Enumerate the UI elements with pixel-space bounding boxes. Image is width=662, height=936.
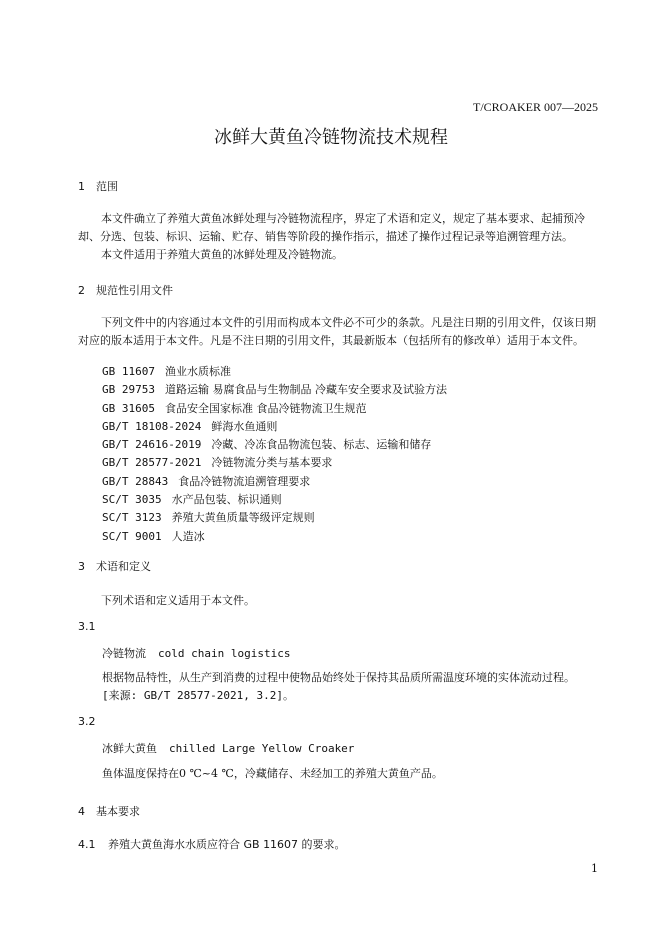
term-3-1 xyxy=(102,645,290,661)
reference-item xyxy=(102,381,447,399)
section-title: 术语和定义 xyxy=(96,560,151,573)
reference-item xyxy=(102,509,447,527)
clause-number: 4.1 xyxy=(78,838,96,851)
term-zh: 冰鲜大黄鱼 xyxy=(102,742,157,755)
term-3-1-number: 3.1 xyxy=(78,620,96,633)
term-en: cold chain logistics xyxy=(158,647,291,660)
reference-code: SC/T 3035 xyxy=(102,493,162,507)
section-2-paragraph-1: 下列文件中的内容通过本文件的引用而构成本文件必不可少的条款。凡是注日期的引用文件，仅该日期对应的版本适用于本文件。凡是不注日期的引用文件，其最新版本（包括所有的修改单）适用于本文件。 xyxy=(78,316,596,347)
reference-title: 道路运输 易腐食品与生物制品 冷藏车安全要求及试验方法 xyxy=(164,383,447,397)
reference-item xyxy=(102,363,447,381)
section-4-heading xyxy=(78,803,140,819)
definition-text: 根据物品特性，从生产到消费的过程中使物品始终处于保持其品质所需温度环境的实体流动过程。 xyxy=(102,671,575,684)
section-title: 规范性引用文件 xyxy=(96,284,173,297)
section-title: 基本要求 xyxy=(96,805,140,818)
term-3-2-definition: 鱼体温度保持在0 ℃~4 ℃，冷藏储存、未经加工的养殖大黄鱼产品。 xyxy=(102,767,443,780)
reference-title: 食品冷链物流追溯管理要求 xyxy=(178,474,311,488)
page-title: 冰鲜大黄鱼冷链物流技术规程 xyxy=(214,127,448,148)
reference-item xyxy=(102,528,447,546)
term-3-1-definition xyxy=(102,669,600,705)
reference-item xyxy=(102,436,447,454)
section-1-paragraph-2: 本文件适用于养殖大黄鱼的冰鲜处理及冷链物流。 xyxy=(101,248,343,261)
reference-code: GB 11607 xyxy=(102,365,155,378)
reference-code: SC/T 9001 xyxy=(102,529,162,543)
reference-title: 渔业水质标准 xyxy=(164,365,231,378)
reference-title: 冷藏、冷冻食品物流包装、标志、运输和储存 xyxy=(211,438,432,452)
reference-list xyxy=(102,363,447,546)
term-zh: 冷链物流 xyxy=(102,647,146,660)
reference-title: 鲜海水鱼通则 xyxy=(211,419,278,433)
page-number: 1 xyxy=(591,862,598,875)
term-en: chilled Large Yellow Croaker xyxy=(169,742,355,755)
reference-code: GB/T 28843 xyxy=(102,474,169,488)
reference-item xyxy=(102,400,447,418)
section-3-heading xyxy=(78,558,151,574)
reference-code: SC/T 3123 xyxy=(102,511,162,525)
reference-item xyxy=(102,491,447,509)
reference-title: 人造冰 xyxy=(171,529,205,543)
section-3-intro: 下列术语和定义适用于本文件。 xyxy=(101,594,255,607)
reference-item xyxy=(102,473,447,491)
clause-text: 养殖大黄鱼海水水质应符合 GB 11607 的要求。 xyxy=(108,838,346,851)
reference-code: GB 29753 xyxy=(102,383,155,397)
reference-code: GB/T 24616-2019 xyxy=(102,438,202,452)
document-code: T/CROAKER 007—2025 xyxy=(472,100,598,114)
reference-title: 水产品包装、标识通则 xyxy=(171,493,282,507)
section-1-heading xyxy=(78,178,118,194)
reference-code: GB/T 18108-2024 xyxy=(102,419,202,433)
section-number: 3 xyxy=(78,560,85,573)
reference-item xyxy=(102,454,447,472)
section-number: 4 xyxy=(78,805,85,818)
term-3-2 xyxy=(102,740,354,756)
section-title: 范围 xyxy=(96,180,118,193)
section-2-heading xyxy=(78,282,173,298)
clause-4-1 xyxy=(78,836,346,852)
term-3-2-number: 3.2 xyxy=(78,715,96,728)
reference-title: 冷链物流分类与基本要求 xyxy=(211,456,333,470)
definition-source: [来源: GB/T 28577-2021, 3.2]。 xyxy=(102,689,294,702)
reference-code: GB 31605 xyxy=(102,401,155,415)
section-number: 1 xyxy=(78,180,85,193)
reference-title: 养殖大黄鱼质量等级评定规则 xyxy=(171,511,315,525)
reference-code: GB/T 28577-2021 xyxy=(102,456,202,470)
section-number: 2 xyxy=(78,284,85,297)
reference-title: 食品安全国家标准 食品冷链物流卫生规范 xyxy=(164,401,367,415)
reference-item xyxy=(102,418,447,436)
section-1-paragraph-1: 本文件确立了养殖大黄鱼冰鲜处理与冷链物流程序，界定了术语和定义，规定了基本要求、起捕预冷却、分选、包装、标识、运输、贮存、销售等阶段的操作指示，描述了操作过程记录等追溯管理方法。 xyxy=(78,212,585,243)
